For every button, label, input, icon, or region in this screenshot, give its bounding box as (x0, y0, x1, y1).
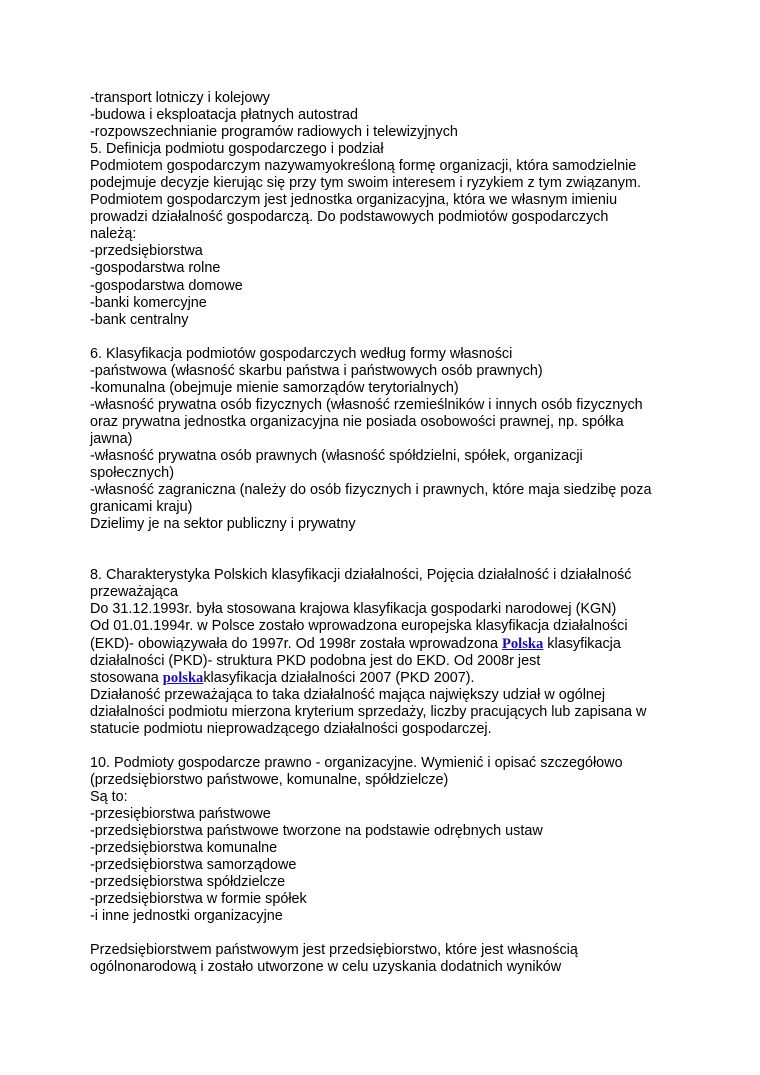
list-item: -i inne jednostki organizacyjne (90, 908, 283, 925)
paragraph-line: -własność prywatna osób prawnych (własność spółdzielni, spółek, organizacji (90, 447, 583, 464)
paragraph-line: jawna) (90, 430, 133, 447)
paragraph-line: -własność zagraniczna (należy do osób fizycznych i prawnych, które maja siedzibę poza (90, 482, 652, 499)
document-text (90, 90, 690, 976)
list-item: -przedsiębiorstwa (90, 243, 203, 260)
paragraph-line: -komunalna (obejmuje mienie samorządów terytorialnych) (90, 379, 459, 396)
text-segment: klasyfikacja (543, 635, 621, 652)
polska-link-lowercase[interactable]: polska (162, 669, 204, 686)
section-8-heading: 8. Charakterystyka Polskich klasyfikacji działalności, Pojęcia działalność i działalność (90, 567, 632, 584)
list-item: -banki komercyjne (90, 294, 207, 311)
list-item: -gospodarstwa domowe (90, 277, 243, 294)
spacer (90, 925, 690, 942)
paragraph-line: statucie podmiotu nieprowadzącego działalności gospodarczej. (90, 720, 492, 737)
paragraph-line: ogólnonarodową i zostało utworzone w celu uzyskania dodatnich wyników (90, 959, 562, 976)
list-item: -gospodarstwa rolne (90, 260, 221, 277)
list-item: -bank centralny (90, 311, 189, 328)
spacer (90, 738, 690, 755)
list-item: -transport lotniczy i kolejowy (90, 90, 270, 106)
paragraph-line: Dzielimy je na sektor publiczny i prywatny (90, 516, 356, 533)
paragraph-line: -państwowa (własność skarbu państwa i państwowych osób prawnych) (90, 362, 543, 379)
paragraph-line: Od 01.01.1994r. w Polsce zostało wprowadzona europejska klasyfikacja działalności (90, 618, 628, 635)
list-item: -przesiębiorstwa państwowe (90, 805, 271, 822)
section-10-heading-cont: (przedsiębiorstwo państwowe, komunalne, spółdzielcze) (90, 771, 449, 788)
paragraph-line: Są to: (90, 788, 128, 805)
paragraph-line: Podmiotem gospodarczym nazywamyokreśloną formę organizacji, która samodzielnie (90, 158, 637, 175)
paragraph-line: prowadzi działalność gospodarczą. Do podstawowych podmiotów gospodarczych (90, 209, 609, 226)
section-5-heading: 5. Definicja podmiotu gospodarczego i podział (90, 141, 384, 158)
spacer (90, 329, 690, 346)
paragraph-line: działalności (PKD)- struktura PKD podobna jest do EKD. Od 2008r jest (90, 652, 541, 669)
section-8-heading-cont: przeważająca (90, 584, 178, 601)
paragraph-line: Do 31.12.1993r. była stosowana krajowa klasyfikacja gospodarki narodowej (KGN) (90, 601, 617, 618)
list-item: -przedsiębiorstwa samorządowe (90, 857, 297, 874)
paragraph-line: podejmuje decyzje kierując się przy tym swoim interesem i ryzykiem z tym związanym. (90, 175, 641, 192)
list-item: -przedsiębiorstwa w formie spółek (90, 891, 307, 908)
section-10-heading: 10. Podmioty gospodarcze prawno - organizacyjne. Wymienić i opisać szczegółowo (90, 754, 623, 771)
spacer (90, 533, 690, 567)
text-segment: (EKD)- obowiązywała do 1997r. Od 1998r została wprowadzona (90, 635, 502, 652)
list-item: -przedsiębiorstwa państwowe tworzone na podstawie odrębnych ustaw (90, 823, 543, 840)
paragraph-line: należą: (90, 226, 137, 243)
list-item: -rozpowszechnianie programów radiowych i telewizyjnych (90, 124, 458, 141)
paragraph-line: Podmiotem gospodarczym jest jednostka organizacyjna, która we własnym imieniu (90, 192, 618, 209)
paragraph-line: Działaność przeważająca to taka działalność mająca największy udział w ogólnej (90, 686, 606, 703)
paragraph-line: granicami kraju) (90, 499, 193, 516)
paragraph-line: działalności podmiotu mierzona kryterium sprzedaży, liczby pracujących lub zapisana w (90, 703, 647, 720)
paragraph-line (90, 670, 690, 687)
paragraph-line: społecznych) (90, 465, 174, 482)
text-segment: klasyfikacja działalności 2007 (PKD 2007). (203, 669, 475, 686)
paragraph-line: Przedsiębiorstwem państwowym jest przedsiębiorstwo, które jest własnością (90, 942, 578, 959)
paragraph-line: -własność prywatna osób fizycznych (własność rzemieślników i innych osób fizycznych (90, 396, 643, 413)
list-item: -przedsiębiorstwa spółdzielcze (90, 874, 286, 891)
list-item: -budowa i eksploatacja płatnych autostrad (90, 107, 358, 124)
section-6-heading: 6. Klasyfikacja podmiotów gospodarczych według formy własności (90, 345, 513, 362)
paragraph-line: oraz prywatna jednostka organizacyjna nie posiada osobowości prawnej, np. spółka (90, 413, 624, 430)
polska-link[interactable]: Polska (501, 635, 544, 652)
list-item: -przedsiębiorstwa komunalne (90, 840, 278, 857)
text-segment: stosowana (90, 669, 163, 686)
paragraph-line (90, 636, 690, 653)
